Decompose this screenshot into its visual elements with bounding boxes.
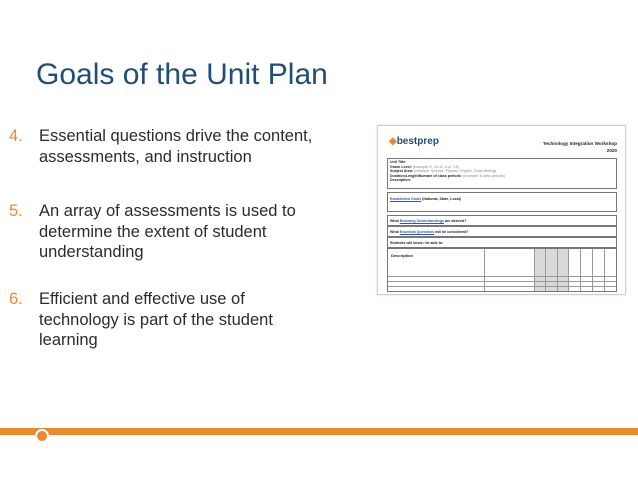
bullet-item	[9, 201, 296, 263]
footer-dot-icon	[35, 429, 49, 443]
duration-example: (example: 8 class periods)	[462, 173, 505, 178]
bullet-line: determine the extent of student	[39, 222, 267, 241]
footer-bar	[0, 428, 638, 435]
essential-suffix: will be considered?	[435, 230, 469, 234]
bullet-text	[39, 201, 296, 263]
bullet-line: Efficient and effective use of	[39, 290, 245, 308]
essential-link: Essential Questions	[399, 230, 435, 234]
bestprep-logo: ◆bestprep	[389, 136, 439, 147]
bullet-item	[9, 126, 312, 167]
students-box	[387, 237, 617, 248]
bullet-line: learning	[39, 331, 98, 349]
bullet-text	[39, 289, 273, 351]
document-header	[543, 140, 617, 154]
grid-col	[545, 249, 546, 291]
grid-shade	[534, 249, 568, 291]
bullet-item	[9, 289, 273, 351]
enduring-link: Enduring Understandings	[399, 219, 444, 223]
subject-area-example: (example: Science, Physics, English, Grant Writing)	[414, 169, 497, 174]
goals-box	[387, 192, 617, 212]
bullet-number: 6.	[9, 290, 23, 308]
logo-text: bestprep	[396, 136, 439, 147]
grid-row	[388, 276, 616, 277]
essential-box	[387, 226, 617, 237]
unit-plan-template-image	[377, 125, 626, 295]
enduring-suffix: are desired?	[444, 219, 467, 223]
assessment-grid	[387, 248, 617, 292]
enduring-prefix: What	[390, 219, 399, 223]
grid-col	[557, 249, 558, 291]
bullet-line: An array of assessments is used to	[39, 202, 296, 220]
grid-col	[534, 249, 535, 291]
grid-row	[388, 286, 616, 287]
established-goals-link: Established Goals	[390, 197, 422, 201]
enduring-box	[387, 215, 617, 226]
bullet-line: assessments, and instruction	[39, 147, 252, 166]
grid-row	[388, 281, 616, 282]
bullet-line: technology is part of the student	[39, 310, 273, 329]
description-label: Description:	[390, 178, 411, 183]
unit-title-label: Unit Title:	[390, 160, 407, 164]
grid-col	[604, 249, 605, 291]
grid-col	[568, 249, 569, 291]
bullet-number: 5.	[9, 202, 23, 220]
grid-description-label: Description	[391, 253, 414, 258]
students-know-label: Students will know / be able to:	[390, 241, 444, 245]
grid-col	[580, 249, 581, 291]
header-title: Technology Integration Workshop	[542, 141, 617, 146]
grade-level-label: Grade Level:	[390, 164, 412, 169]
bullet-text	[39, 126, 312, 167]
bullet-line: Essential questions drive the content,	[39, 127, 313, 145]
slide-title: Goals of the Unit Plan	[36, 58, 328, 91]
essential-prefix: What	[390, 230, 399, 234]
header-year: 2020	[606, 148, 617, 153]
unit-info-box	[387, 158, 617, 189]
grid-col	[592, 249, 593, 291]
bullet-number: 4.	[9, 127, 23, 145]
grade-level-example: (example: K, 10-12, 6 or 7-8)	[412, 164, 459, 169]
grid-col	[484, 249, 485, 291]
duration-label: Duration/Length/Number of class periods:	[390, 173, 462, 178]
subject-area-label: Subject Area:	[390, 169, 414, 174]
established-goals-suffix: (National, State, Local)	[422, 197, 461, 201]
bullet-line: understanding	[39, 243, 144, 261]
